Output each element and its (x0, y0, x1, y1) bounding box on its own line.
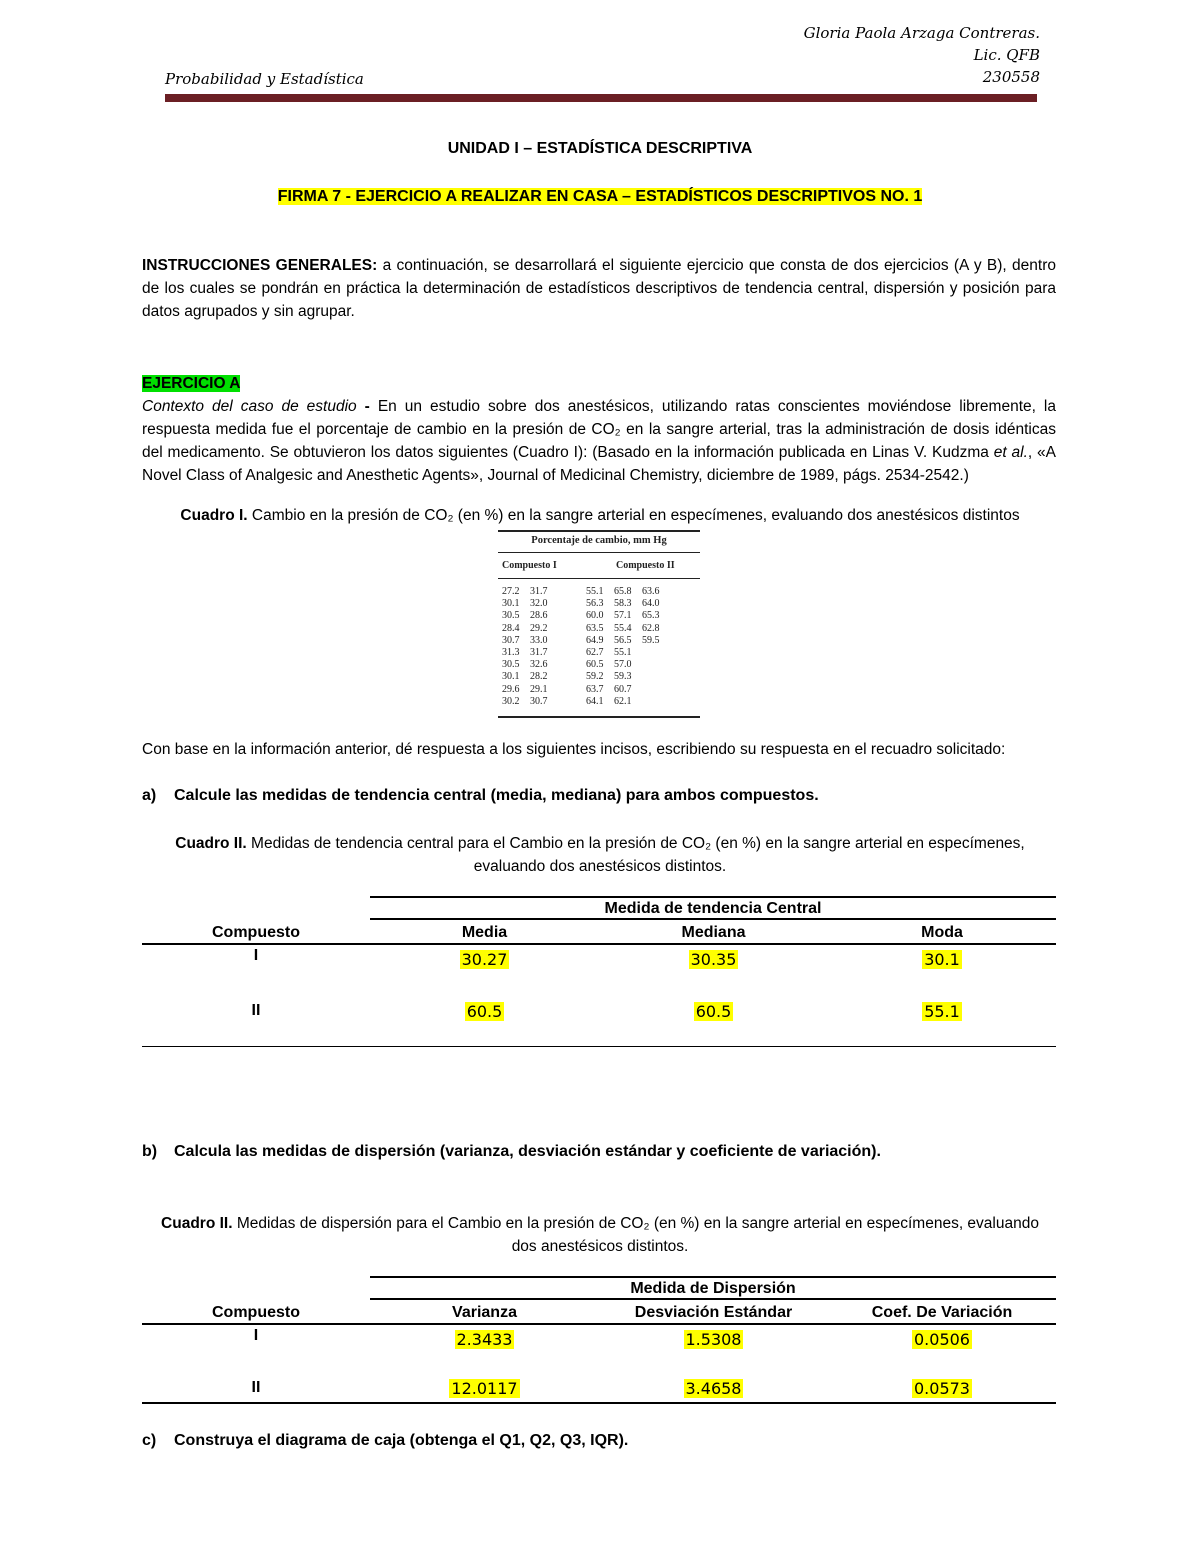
question-a-text: Calcule las medidas de tendencia central (media, mediana) para ambos compuestos. (174, 787, 819, 804)
table3-group-header: Medida de Dispersión (630, 1280, 796, 1297)
table2-row2-mediana: 60.5 (695, 1002, 732, 1021)
page-header-right (804, 22, 1040, 88)
table1-cell: 60.7 (614, 683, 632, 695)
table2-row1-moda: 30.1 (924, 950, 960, 969)
table1-cell: 59.2 (586, 671, 604, 683)
table1-cell: 63.6 (642, 586, 660, 597)
table2-row1-media: 30.27 (461, 950, 508, 969)
table3-col-varianza: Varianza (452, 1304, 517, 1321)
exercise-a-label: EJERCICIO A (142, 375, 241, 392)
table1-cell: 30.5 (502, 659, 520, 671)
table1-cell: 62.1 (614, 695, 632, 707)
table1-cell: 65.3 (642, 610, 660, 622)
table2-top-rule (370, 896, 1056, 898)
table1-cell: 29.1 (530, 683, 548, 695)
question-a (142, 787, 819, 805)
table1-cell: 55.1 (586, 586, 604, 597)
table1-cell: 55.1 (614, 647, 632, 659)
table1-cell: 64.1 (586, 695, 604, 707)
table2-col-media: Media (461, 924, 508, 941)
instructions-paragraph (142, 254, 1056, 323)
table1-cell: 30.7 (502, 634, 520, 646)
table2-bottom-rule (142, 1046, 1056, 1047)
table1-cell: 32.0 (530, 598, 548, 610)
table3-row1-label: I (253, 1327, 259, 1344)
table2-header-rule (142, 943, 1056, 945)
table3-col-desviacion: Desviación Estándar (634, 1304, 793, 1321)
table1-image (498, 530, 700, 718)
table1-cell: 62.8 (642, 622, 660, 634)
table2-caption-text-2: evaluando dos anestésicos distintos. (473, 858, 727, 875)
question-b-text: Calcula las medidas de dispersión (varianza, desviación estándar y coeficiente de variación). (174, 1143, 881, 1160)
table2-group-header: Medida de tendencia Central (604, 900, 822, 917)
author-degree: Lic. QFB (973, 46, 1040, 64)
table3-row2-desviacion: 3.4658 (685, 1379, 742, 1398)
table3-row2-coef: 0.0573 (914, 1379, 970, 1398)
instructions-label: INSTRUCCIONES GENERALES: (142, 257, 378, 274)
table1-data (502, 586, 670, 708)
table1-cell: 59.3 (614, 671, 632, 683)
table1-cell: 33.0 (530, 634, 548, 646)
table3-col-coef: Coef. De Variación (871, 1304, 1013, 1321)
table1-row (502, 696, 670, 708)
table3-row1-desviacion: 1.5308 (685, 1330, 742, 1349)
question-c-letter: c) (142, 1432, 157, 1449)
table1-header-rule (498, 578, 700, 579)
table1-row (502, 671, 670, 683)
table2-row2-media: 60.5 (466, 1002, 503, 1021)
table1-row (502, 598, 670, 610)
table1-cell: 63.7 (586, 683, 604, 695)
table1-cell: 60.0 (586, 610, 604, 622)
table1-col2: Compuesto II (616, 560, 675, 571)
table1-cell: 65.8 (614, 586, 632, 597)
table1-cell: 30.2 (502, 695, 520, 707)
author-name: Gloria Paola Arzaga Contreras. (803, 24, 1040, 42)
table2-group-rule (370, 918, 1056, 920)
table2-col-compuesto: Compuesto (212, 924, 300, 941)
table1-cell: 28.6 (530, 610, 548, 622)
table1-row (502, 659, 670, 671)
table1-cell: 57.1 (614, 610, 632, 622)
table1-cell: 57.0 (614, 659, 632, 671)
table3-row1-coef: 0.0506 (914, 1330, 970, 1349)
table1-caption-text: Cambio en la presión de CO₂ (en %) en la sangre arterial en especímenes, evaluando dos anestésicos distintos (247, 507, 1020, 524)
table2-caption (140, 832, 1060, 878)
question-b-letter: b) (142, 1143, 158, 1160)
table1-cell: 30.1 (502, 671, 520, 683)
table1-cell: 28.2 (530, 671, 548, 683)
context-text-2: , «A Novel Class of Analgesic and Anesthetic Agents», Journal of Medicinal Chemistry, diciembre de 1989, págs. 2534-2542.) (142, 444, 1056, 484)
table3-caption-label: Cuadro II. (161, 1215, 233, 1232)
table1-cell: 30.1 (502, 598, 520, 610)
exercise-a-block (142, 372, 1056, 487)
question-c-text: Construya el diagrama de caja (obtenga el Q1, Q2, Q3, IQR). (174, 1432, 629, 1449)
context-label: Contexto del caso de estudio (142, 398, 357, 415)
table2-row1-mediana: 30.35 (690, 950, 737, 969)
table2 (142, 896, 1056, 1050)
table1-row (502, 635, 670, 647)
table1-row (502, 684, 670, 696)
table1-cell: 32.6 (530, 659, 548, 671)
table1-cell: 31.3 (502, 647, 520, 659)
table1-cell: 62.7 (586, 647, 604, 659)
question-c (142, 1432, 628, 1450)
table1-cell: 60.5 (586, 659, 604, 671)
assignment-title-wrap (140, 188, 1060, 206)
table3-header-rule (142, 1323, 1056, 1325)
header-divider (165, 94, 1037, 102)
context-text-1: En un estudio sobre dos anestésicos, utilizando ratas conscientes moviéndose libremente, la respuesta medida fue el porcentaje de cambio en la presión de CO₂ en la sangre arterial, tras la administración de dosis idénticas del medicamento. Se obtuvieron los datos siguientes (Cuadro I): (Basado en la información publicada en Linas V. Kudzma (142, 398, 1056, 461)
table3-group-rule (370, 1298, 1056, 1300)
table1-row (502, 647, 670, 659)
table1-row (502, 610, 670, 622)
instructions-text: a continuación, se desarrollará el siguiente ejercicio que consta de dos ejercicios (A y B), dentro de los cuales se pondrán en práctica la determinación de estadísticos descriptivos de tendencia central, dispersión y posición para datos agrupados y sin agrupar. (142, 257, 1056, 320)
table1-cell: 29.2 (530, 622, 548, 634)
table2-row1-label: I (253, 947, 259, 964)
table3-caption-text-1: Medidas de dispersión para el Cambio en la presión de CO₂ (en %) en la sangre arterial en especímenes, evaluando (232, 1215, 1039, 1232)
table3-caption (140, 1212, 1060, 1258)
table1-cell: 30.7 (530, 695, 548, 707)
table1-bottom-rule (498, 716, 700, 718)
table2-caption-text-1: Medidas de tendencia central para el Cambio en la presión de CO₂ (en %) en la sangre arterial en especímenes, (246, 835, 1025, 852)
table3 (142, 1276, 1056, 1406)
author-id: 230558 (982, 68, 1040, 86)
table3-row1-varianza: 2.3433 (456, 1330, 513, 1349)
table1-col1: Compuesto I (502, 560, 557, 571)
table1-cell: 56.3 (586, 598, 604, 610)
table1-cell: 64.0 (642, 598, 660, 610)
table1-cell: 27.2 (502, 586, 520, 597)
table1-row (502, 586, 670, 598)
table1-cell: 56.5 (614, 634, 632, 646)
assignment-title: FIRMA 7 - EJERCICIO A REALIZAR EN CASA – ESTADÍSTICOS DESCRIPTIVOS NO. 1 (277, 188, 923, 205)
table1-top-rule (498, 530, 700, 532)
table2-caption-label: Cuadro II. (175, 835, 247, 852)
table1-caption-label: Cuadro I. (180, 507, 248, 524)
table1-cell: 31.7 (530, 647, 548, 659)
table2-row2-moda: 55.1 (924, 1002, 960, 1021)
prompt-text: Con base en la información anterior, dé respuesta a los siguientes incisos, escribiendo su respuesta en el recuadro solicitado: (142, 741, 1006, 758)
table1-cell: 64.9 (586, 634, 604, 646)
table3-row2-varianza: 12.0117 (451, 1379, 518, 1398)
table3-row2-label: II (251, 1379, 261, 1396)
table3-caption-text-2: dos anestésicos distintos. (511, 1238, 689, 1255)
table1-cell: 63.5 (586, 622, 604, 634)
context-etal: et al. (993, 444, 1028, 461)
table2-col-mediana: Mediana (681, 924, 746, 941)
table1-row (502, 623, 670, 635)
table1-cell: 59.5 (642, 634, 660, 646)
table1-cell: 28.4 (502, 622, 520, 634)
table2-row2-label: II (251, 1002, 261, 1019)
table3-top-rule (370, 1276, 1056, 1278)
table1-cell: 31.7 (530, 586, 548, 597)
course-name: Probabilidad y Estadística (165, 70, 364, 88)
table2-col-moda: Moda (921, 924, 963, 941)
unit-title: UNIDAD I – ESTADÍSTICA DESCRIPTIVA (447, 140, 753, 157)
table3-col-compuesto: Compuesto (212, 1304, 300, 1321)
table3-bottom-rule (142, 1402, 1056, 1404)
table1-cell: 55.4 (614, 622, 632, 634)
table1-cell: 58.3 (614, 598, 632, 610)
table1-cell: 30.5 (502, 610, 520, 622)
question-a-letter: a) (142, 787, 157, 804)
table1-mid-rule (498, 552, 700, 553)
question-b (142, 1143, 881, 1161)
table1-image-title: Porcentaje de cambio, mm Hg (531, 535, 667, 546)
context-sep: - (356, 398, 378, 415)
table1-caption (140, 507, 1060, 525)
table1-cell: 29.6 (502, 683, 520, 695)
